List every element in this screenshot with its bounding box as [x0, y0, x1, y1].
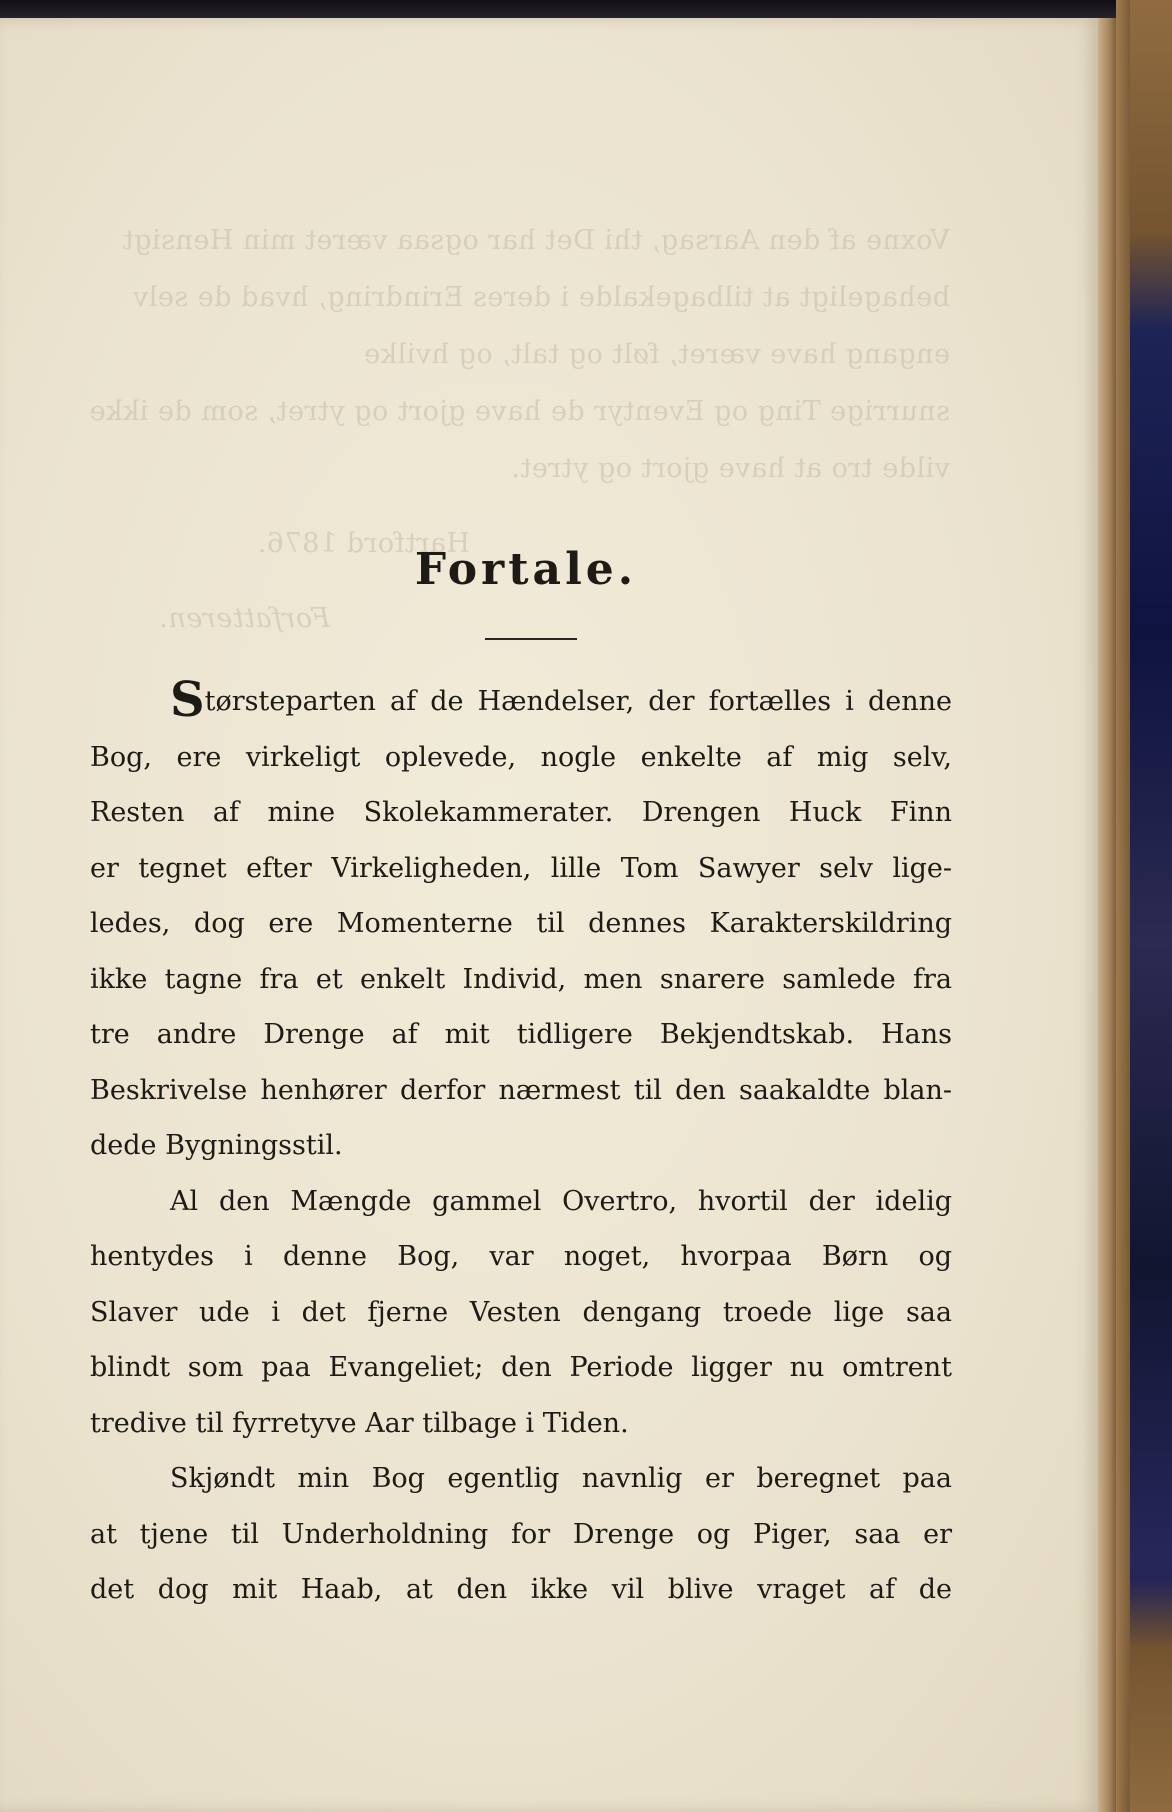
text-line: Bog, ere virkeligt oplevede, nogle enkelte af mig selv, [90, 741, 952, 773]
text-line: Størsteparten af de Hændelser, der fortælles i denne [170, 672, 952, 728]
text-line: Beskrivelse henhører derfor nærmest til den saakaldte blan- [90, 1074, 952, 1106]
text-line: er tegnet efter Virkeligheden, lille Tom Sawyer selv lige- [90, 852, 952, 884]
text-line: Resten af mine Skolekammerater. Drengen Huck Finn [90, 797, 952, 828]
bleed-line: Voxne af den Aarsag, thi Det har ogsaa været min Hensigt [122, 225, 950, 256]
text-line: tredive til fyrretyve Aar tilbage i Tiden. [90, 1407, 629, 1439]
bleed-place-date: Hartford 1876. [257, 528, 470, 559]
drop-cap: S [170, 672, 205, 728]
spine-gold-band [1116, 0, 1130, 1812]
page-title: Fortale. [414, 544, 638, 595]
text-line: tre andre Drenge af mit tidligere Bekjendtskab. Hans [90, 1019, 952, 1050]
text-line: blindt som paa Evangeliet; den Periode ligger nu omtrent [90, 1352, 952, 1383]
bleed-signature: Forfatteren. [158, 603, 330, 634]
page-text-block [90, 540, 952, 1618]
paragraph-2 [90, 1174, 952, 1452]
paragraph-3 [90, 1451, 952, 1618]
bleed-line: vilde tro at have gjort og ytret. [510, 453, 950, 484]
text-line: at tjene til Underholdning for Drenge og Piger, saa er [90, 1518, 952, 1550]
text-line: hentydes i denne Bog, var noget, hvorpaa Børn og [90, 1241, 952, 1272]
text-line: ikke tagne fra et enkelt Individ, men snarere samlede fra [90, 963, 952, 995]
bleed-line: snurrige Ting og Eventyr de have gjort og ytret, som de ikke [89, 396, 950, 427]
text-line: Al den Mængde gammel Overtro, hvortil der idelig [170, 1185, 952, 1217]
text-line: dede Bygningsstil. [90, 1130, 343, 1161]
spine-gold-bottom [1130, 1580, 1172, 1812]
bleed-line: engang have været, følt og talt, og hvilke [363, 339, 950, 370]
page-gutter-edge [1098, 18, 1116, 1812]
text-line: Skjøndt min Bog egentlig navnlig er beregnet paa [170, 1463, 952, 1494]
text-line: det dog mit Haab, at den ikke vil blive vraget af de [90, 1574, 952, 1605]
paragraph-1 [90, 674, 952, 1174]
text-line: ledes, dog ere Momenterne til dennes Karakterskildring [90, 908, 952, 939]
title-rule [485, 638, 577, 640]
bleed-line: behageligt at tilbagekalde i deres Erindring, hvad de selv [132, 282, 950, 313]
text-line: Slaver ude i det fjerne Vesten dengang troede lige saa [90, 1296, 952, 1328]
spine-gold-top [1130, 0, 1172, 330]
